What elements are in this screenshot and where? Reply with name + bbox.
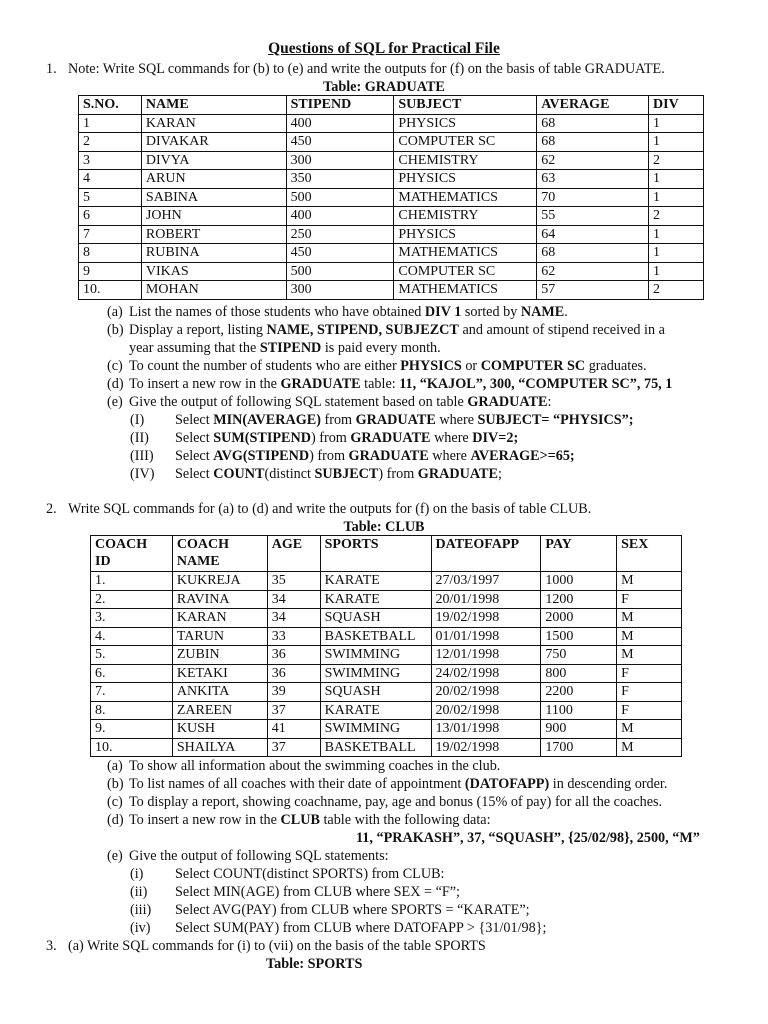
table-cell: ROBERT — [141, 225, 286, 244]
page-title: Questions of SQL for Practical File — [268, 40, 500, 57]
table-cell: M — [617, 720, 682, 739]
table-cell: MATHEMATICS — [394, 281, 537, 300]
table-cell: 500 — [286, 188, 394, 207]
table-cell: KARATE — [320, 590, 431, 609]
table-cell: 400 — [286, 114, 394, 133]
table-cell: JOHN — [141, 207, 286, 226]
table-cell: PHYSICS — [394, 114, 537, 133]
table-cell: ZUBIN — [172, 646, 267, 665]
question-2-text: Write SQL commands for (a) to (d) and write the outputs for (f) on the basis of table CLUB. — [68, 501, 592, 517]
table-cell: 1100 — [541, 701, 617, 720]
table-cell: 63 — [537, 170, 649, 189]
table-cell: RUBINA — [141, 244, 286, 263]
table-row — [79, 133, 704, 152]
table-cell: 450 — [286, 133, 394, 152]
table-cell: 2000 — [541, 609, 617, 628]
table-cell: 01/01/1998 — [431, 627, 541, 646]
table-cell: 55 — [537, 207, 649, 226]
table-cell: F — [617, 683, 682, 702]
table-cell: DIVAKAR — [141, 133, 286, 152]
table-cell: KARATE — [320, 572, 431, 591]
table-cell: KETAKI — [172, 664, 267, 683]
table-cell: 9. — [91, 720, 173, 739]
club-table-caption: Table: CLUB — [343, 519, 425, 535]
table-cell: 4. — [91, 627, 173, 646]
table-cell: 68 — [537, 133, 649, 152]
graduate-table-caption: Table: GRADUATE — [323, 79, 445, 95]
table-cell: 450 — [286, 244, 394, 263]
table-row — [91, 572, 682, 591]
table-cell: 19/02/1998 — [431, 738, 541, 757]
table-cell: CHEMISTRY — [394, 151, 537, 170]
table-cell: 33 — [267, 627, 320, 646]
table-cell: COMPUTER SC — [394, 133, 537, 152]
table-cell: 34 — [267, 590, 320, 609]
table-row — [91, 720, 682, 739]
table-cell: 12/01/1998 — [431, 646, 541, 665]
graduate-header-cell: STIPEND — [286, 96, 394, 115]
table-row — [79, 207, 704, 226]
table-cell: SABINA — [141, 188, 286, 207]
club-header-cell: PAY — [541, 536, 617, 572]
question-3-number: 3. — [46, 938, 57, 954]
table-cell: BASKETBALL — [320, 627, 431, 646]
table-cell: M — [617, 572, 682, 591]
table-cell: 3. — [91, 609, 173, 628]
table-cell: ZAREEN — [172, 701, 267, 720]
table-cell: 10. — [79, 281, 142, 300]
table-cell: 68 — [537, 114, 649, 133]
table-cell: 62 — [537, 262, 649, 281]
table-cell: 3 — [79, 151, 142, 170]
table-cell: 300 — [286, 151, 394, 170]
club-header-cell: COACH ID — [91, 536, 173, 572]
table-cell: 2. — [91, 590, 173, 609]
table-cell: 5. — [91, 646, 173, 665]
graduate-header-cell: S.NO. — [79, 96, 142, 115]
table-cell: BASKETBALL — [320, 738, 431, 757]
club-header-cell: SPORTS — [320, 536, 431, 572]
table-cell: 1 — [649, 262, 704, 281]
table-cell: 62 — [537, 151, 649, 170]
table-cell: 37 — [267, 738, 320, 757]
table-cell: 34 — [267, 609, 320, 628]
table-cell: 6 — [79, 207, 142, 226]
table-cell: 2 — [649, 207, 704, 226]
table-cell: 20/01/1998 — [431, 590, 541, 609]
table-cell: 13/01/1998 — [431, 720, 541, 739]
table-cell: 64 — [537, 225, 649, 244]
table-cell: 500 — [286, 262, 394, 281]
table-cell: 350 — [286, 170, 394, 189]
table-cell: 35 — [267, 572, 320, 591]
table-cell: MATHEMATICS — [394, 188, 537, 207]
table-cell: SQUASH — [320, 609, 431, 628]
table-cell: 8. — [91, 701, 173, 720]
table-cell: 1 — [649, 188, 704, 207]
club-header-cell: COACH NAME — [172, 536, 267, 572]
table-cell: 57 — [537, 281, 649, 300]
table-cell: 20/02/1998 — [431, 683, 541, 702]
table-row — [79, 151, 704, 170]
table-cell: 41 — [267, 720, 320, 739]
table-cell: CHEMISTRY — [394, 207, 537, 226]
table-cell: 10. — [91, 738, 173, 757]
table-cell: 800 — [541, 664, 617, 683]
table-row — [91, 738, 682, 757]
table-row — [79, 188, 704, 207]
table-cell: 2200 — [541, 683, 617, 702]
graduate-header-row — [79, 96, 704, 115]
table-cell: 300 — [286, 281, 394, 300]
question-1-number: 1. — [46, 61, 57, 77]
table-cell: M — [617, 609, 682, 628]
table-cell: 1000 — [541, 572, 617, 591]
table-cell: 5 — [79, 188, 142, 207]
club-header-cell: AGE — [267, 536, 320, 572]
table-row — [91, 590, 682, 609]
table-cell: 900 — [541, 720, 617, 739]
table-cell: 1700 — [541, 738, 617, 757]
table-cell: 1 — [649, 225, 704, 244]
graduate-table — [78, 95, 704, 300]
table-cell: SWIMMING — [320, 646, 431, 665]
table-cell: KUKREJA — [172, 572, 267, 591]
table-cell: 39 — [267, 683, 320, 702]
table-cell: 36 — [267, 646, 320, 665]
table-cell: 1. — [91, 572, 173, 591]
table-cell: F — [617, 701, 682, 720]
table-cell: DIVYA — [141, 151, 286, 170]
question-3-text: (a) Write SQL commands for (i) to (vii) on the basis of the table SPORTS — [68, 938, 486, 954]
table-row — [91, 664, 682, 683]
table-cell: 1 — [649, 133, 704, 152]
table-cell: 36 — [267, 664, 320, 683]
table-cell: VIKAS — [141, 262, 286, 281]
table-cell: 400 — [286, 207, 394, 226]
table-cell: 1200 — [541, 590, 617, 609]
table-cell: 2 — [649, 151, 704, 170]
table-cell: 70 — [537, 188, 649, 207]
table-row — [91, 701, 682, 720]
table-cell: MATHEMATICS — [394, 244, 537, 263]
table-cell: 27/03/1997 — [431, 572, 541, 591]
table-cell: KUSH — [172, 720, 267, 739]
table-cell: 1500 — [541, 627, 617, 646]
table-cell: F — [617, 664, 682, 683]
table-cell: 6. — [91, 664, 173, 683]
q2-insert-data: 11, “PRAKASH”, 37, “SQUASH”, {25/02/98}, 2500, “M” — [356, 830, 700, 846]
question-2-number: 2. — [46, 501, 57, 517]
table-cell: KARAN — [141, 114, 286, 133]
table-cell: 9 — [79, 262, 142, 281]
graduate-header-cell: DIV — [649, 96, 704, 115]
table-cell: 37 — [267, 701, 320, 720]
table-cell: PHYSICS — [394, 170, 537, 189]
graduate-header-cell: SUBJECT — [394, 96, 537, 115]
table-cell: ARUN — [141, 170, 286, 189]
club-table — [90, 535, 682, 757]
table-row — [91, 627, 682, 646]
table-cell: SWIMMING — [320, 664, 431, 683]
table-cell: COMPUTER SC — [394, 262, 537, 281]
table-cell: M — [617, 738, 682, 757]
club-header-row — [91, 536, 682, 572]
table-cell: M — [617, 627, 682, 646]
club-header-cell: SEX — [617, 536, 682, 572]
table-cell: 20/02/1998 — [431, 701, 541, 720]
graduate-header-cell: NAME — [141, 96, 286, 115]
sports-table-caption: Table: SPORTS — [266, 956, 363, 972]
table-row — [79, 244, 704, 263]
table-cell: 250 — [286, 225, 394, 244]
table-cell: 1 — [649, 114, 704, 133]
table-row — [91, 609, 682, 628]
table-cell: 19/02/1998 — [431, 609, 541, 628]
table-cell: 1 — [79, 114, 142, 133]
table-row — [91, 646, 682, 665]
table-cell: 1 — [649, 170, 704, 189]
table-cell: ANKITA — [172, 683, 267, 702]
table-cell: 2 — [79, 133, 142, 152]
table-cell: 2 — [649, 281, 704, 300]
table-cell: 1 — [649, 244, 704, 263]
table-cell: TARUN — [172, 627, 267, 646]
graduate-header-cell: AVERAGE — [537, 96, 649, 115]
club-header-cell: DATEOFAPP — [431, 536, 541, 572]
table-cell: MOHAN — [141, 281, 286, 300]
table-cell: 7. — [91, 683, 173, 702]
table-row — [79, 262, 704, 281]
table-row — [79, 281, 704, 300]
table-cell: 4 — [79, 170, 142, 189]
table-cell: PHYSICS — [394, 225, 537, 244]
table-cell: 24/02/1998 — [431, 664, 541, 683]
table-cell: KARAN — [172, 609, 267, 628]
table-cell: 750 — [541, 646, 617, 665]
table-cell: 7 — [79, 225, 142, 244]
table-row — [79, 114, 704, 133]
table-row — [91, 683, 682, 702]
table-cell: SWIMMING — [320, 720, 431, 739]
table-cell: 68 — [537, 244, 649, 263]
table-cell: KARATE — [320, 701, 431, 720]
table-row — [79, 225, 704, 244]
table-cell: SHAILYA — [172, 738, 267, 757]
table-row — [79, 170, 704, 189]
table-cell: RAVINA — [172, 590, 267, 609]
table-cell: F — [617, 590, 682, 609]
table-cell: 8 — [79, 244, 142, 263]
table-cell: M — [617, 646, 682, 665]
question-1-text: Note: Write SQL commands for (b) to (e) and write the outputs for (f) on the basis of table GRADUATE. — [68, 61, 665, 77]
table-cell: SQUASH — [320, 683, 431, 702]
